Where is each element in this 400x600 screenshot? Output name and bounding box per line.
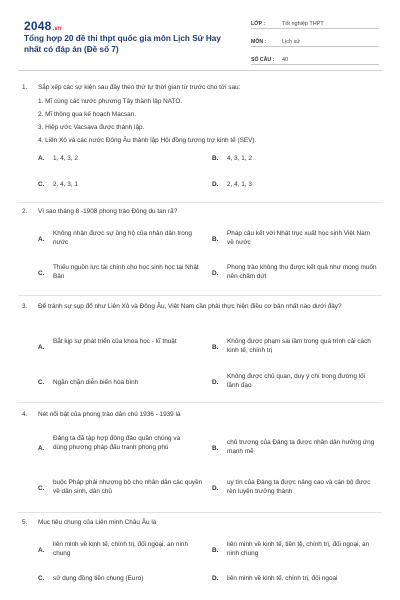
- question-item: 1. Mĩ cùng các nước phương Tây thành lập NATO.: [38, 98, 183, 105]
- option-c[interactable]: [38, 263, 208, 283]
- option-a[interactable]: [38, 229, 208, 249]
- meta-row-class: [251, 13, 379, 29]
- meta-row-count: [251, 49, 379, 65]
- option-text: 2, 4, 1, 3: [227, 181, 252, 188]
- question-item: 4. Liên Xô và các nước Đông Âu thành lập Hội đồng tương trợ kinh tế (SEV).: [38, 137, 257, 144]
- option-letter: A.: [38, 155, 45, 162]
- question-divider: [18, 402, 382, 403]
- meta-value: Tốt nghiệp THPT: [282, 21, 324, 27]
- option-a[interactable]: [38, 540, 208, 560]
- meta-row-subject: [251, 31, 379, 47]
- option-b[interactable]: [212, 540, 382, 560]
- question-divider: [18, 512, 382, 513]
- option-d[interactable]: [212, 478, 382, 498]
- question-item: 3. Hiệp ước Vacsava được thành lập.: [38, 124, 145, 131]
- question-number: 1.: [22, 84, 28, 91]
- option-a[interactable]: [38, 434, 208, 464]
- option-text: buộc Pháp phải nhượng bộ cho nhân dân các quyền về dân sinh, dân chủ: [53, 479, 203, 495]
- option-text: Đảng ta đã tập hợp đông đảo quần chúng và dùng phương pháp đấu tranh phong phú: [53, 435, 181, 451]
- option-b[interactable]: [212, 438, 382, 458]
- option-letter: C.: [38, 270, 45, 277]
- page-title: Tổng hợp 20 đề thi thpt quốc gia môn Lịch Sử Hay nhất có đáp án (Đề số 7): [24, 34, 221, 54]
- question-2: [22, 207, 386, 295]
- header-divider: [18, 70, 382, 71]
- meta-key: LỚP :: [251, 21, 266, 27]
- question-text: Sắp xếp các sự kiện sau đây theo thứ tự thời gian từ trước cho tới sau:: [38, 84, 241, 91]
- option-b[interactable]: [212, 337, 382, 357]
- question-3: [22, 302, 386, 397]
- option-text: Thiếu nguồn lực tài chính cho học sinh học tại Nhật Bản: [53, 264, 199, 280]
- option-text: liên minh về kinh tế, chính trị, đối ngoại, an ninh chung: [53, 541, 188, 557]
- option-c[interactable]: [38, 478, 208, 498]
- question-divider: [18, 202, 382, 203]
- option-text: Bắt kịp sự phát triển của khoa học - kĩ thuật: [53, 338, 177, 345]
- option-letter: D.: [212, 485, 219, 492]
- option-letter: C.: [38, 379, 45, 386]
- logo-text: 2048: [24, 19, 52, 33]
- option-letter: A.: [38, 236, 45, 243]
- option-text: Không được chủ quan, duy ý chí trong đường lối lãnh đạo: [227, 373, 366, 389]
- option-text: Không được phạm sai lầm trong quá trình cải cách kinh tế, chính trị: [227, 338, 371, 354]
- option-text: liên minh về kinh tế, tiền tệ, chính trị, đối ngoại, an ninh chung: [227, 541, 370, 557]
- option-text: sử dụng đồng tiền chung (Euro): [53, 575, 144, 582]
- question-4: [22, 410, 386, 510]
- logo-suffix: .vn: [52, 26, 62, 32]
- meta-key: SỐ CÂU :: [251, 57, 275, 63]
- option-letter: B.: [212, 547, 219, 554]
- option-b[interactable]: [212, 229, 382, 249]
- option-text: 4, 3, 1, 2: [227, 155, 252, 162]
- question-text: Nét nổi bật của phong trào dân chủ 1936 - 1939 là: [38, 411, 181, 418]
- option-text: uy tín của Đảng ta được nâng cao và cán bộ được rèn luyện trưởng thành: [227, 479, 371, 495]
- question-5: [22, 518, 386, 598]
- option-d[interactable]: [212, 574, 382, 584]
- option-a[interactable]: [38, 337, 208, 357]
- option-d[interactable]: [212, 263, 382, 283]
- option-d[interactable]: [212, 372, 382, 392]
- meta-key: MÔN :: [251, 39, 267, 45]
- question-number: 4.: [22, 411, 28, 418]
- question-1: [22, 83, 386, 198]
- site-logo[interactable]: [24, 19, 62, 33]
- question-text: Mục tiêu chung của Liên minh Châu Âu là: [38, 519, 157, 526]
- option-letter: B.: [212, 236, 219, 243]
- option-text: Không nhận được sự ủng hộ của nhân dân trong nước: [53, 230, 192, 246]
- question-text: Để tránh sự sụp đổ như Liên Xô và Đông Âu, Việt Nam cần phải thực hiện điều cơ bản nhất nào dưới đây?: [38, 303, 342, 310]
- meta-value: Lịch sử: [282, 39, 301, 45]
- option-letter: D.: [212, 379, 219, 386]
- question-text: Vì sao tháng 8 -1908 phong trào Đông du tan rã?: [38, 208, 178, 215]
- option-letter: A.: [38, 445, 45, 452]
- option-letter: B.: [212, 155, 219, 162]
- option-text: 1, 4, 3, 2: [53, 155, 78, 162]
- option-letter: A.: [38, 547, 45, 554]
- option-letter: C.: [38, 575, 45, 582]
- option-letter: C.: [38, 485, 45, 492]
- question-item: 2. Mĩ thông qua kế hoạch Macsan.: [38, 111, 137, 118]
- option-c[interactable]: [38, 574, 208, 584]
- question-number: 5.: [22, 519, 28, 526]
- option-text: Ngăn chặn diễn biến hòa bình: [53, 379, 139, 386]
- option-text: chủ trương của Đảng ta được nhân dân hưởng ứng mạnh mẽ: [227, 439, 375, 455]
- option-letter: B.: [212, 344, 219, 351]
- option-letter: D.: [212, 575, 219, 582]
- option-letter: D.: [212, 270, 219, 277]
- question-number: 2.: [22, 208, 28, 215]
- meta-value: 40: [282, 57, 289, 63]
- document-header: [0, 0, 400, 62]
- option-text: liên minh về kinh tế, chính trị, đối ngoại: [227, 575, 338, 582]
- option-text: Phong trào không thu được kết quả như mong muốn nên chấm dứt: [227, 264, 377, 280]
- meta-box: [251, 13, 379, 67]
- question-divider: [18, 295, 382, 296]
- option-text: Pháp câu kết với Nhật trục xuất học sinh Việt Nam về nước: [227, 230, 370, 246]
- option-letter: C.: [38, 181, 45, 188]
- option-text: 2, 4, 3, 1: [53, 181, 78, 188]
- question-number: 3.: [22, 303, 28, 310]
- option-c[interactable]: [38, 378, 208, 388]
- option-letter: A.: [38, 344, 45, 351]
- option-letter: D.: [212, 181, 219, 188]
- option-letter: B.: [212, 445, 219, 452]
